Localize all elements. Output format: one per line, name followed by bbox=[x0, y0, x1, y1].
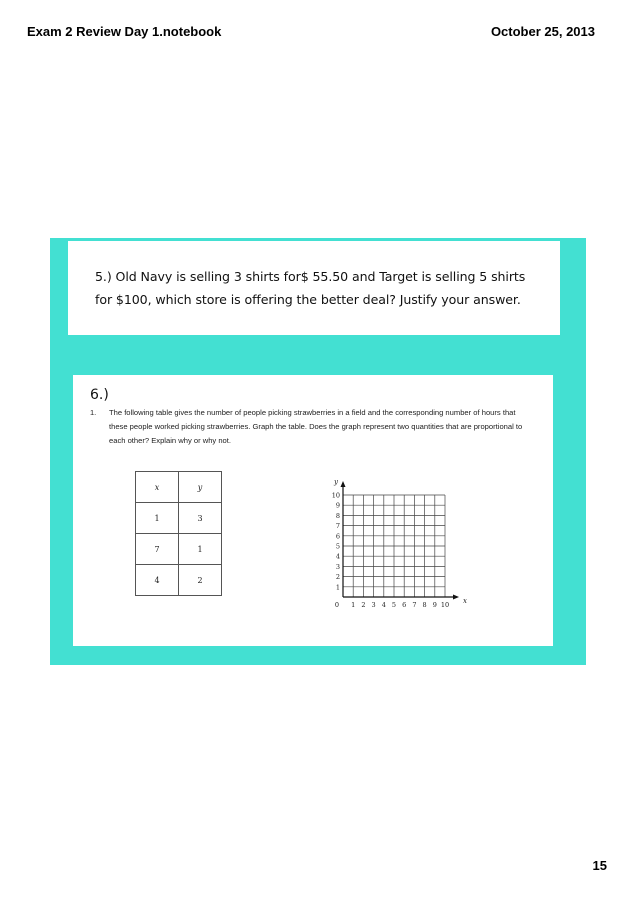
xy-table bbox=[135, 471, 222, 596]
x-tick-label: 8 bbox=[422, 601, 427, 609]
y-tick-label: 3 bbox=[335, 562, 340, 571]
y-tick-label: 10 bbox=[331, 491, 340, 500]
y-tick-label: 4 bbox=[335, 552, 340, 561]
table-row bbox=[136, 565, 222, 596]
table-cell: 1 bbox=[136, 503, 179, 534]
x-tick-label: 2 bbox=[361, 601, 366, 609]
table-row bbox=[136, 534, 222, 565]
table-header-x: x bbox=[136, 472, 179, 503]
y-tick-label: 6 bbox=[335, 532, 340, 541]
question-6-text: The following table gives the number of people picking strawberries in a field and the corresponding number of hours that these people worked picking strawberries. Graph the table. Does the graph represent two quantities that are proportional to each other? Explain why or why not. bbox=[109, 408, 523, 445]
x-tick-label: 9 bbox=[432, 601, 437, 609]
x-axis-arrow bbox=[453, 595, 459, 600]
table-cell: 3 bbox=[179, 503, 222, 534]
question-6-item-number: 1. bbox=[90, 408, 97, 417]
page-number: 15 bbox=[592, 858, 607, 873]
y-tick-label: 8 bbox=[335, 511, 340, 520]
date-label: October 25, 2013 bbox=[490, 24, 595, 39]
x-tick-label: 4 bbox=[381, 601, 386, 609]
y-tick-label: 7 bbox=[335, 522, 340, 531]
y-tick-label: 9 bbox=[335, 501, 340, 510]
table-header-row bbox=[136, 472, 222, 503]
x-tick-label: 6 bbox=[402, 601, 407, 609]
question-5-text: 5.) Old Navy is selling 3 shirts for$ 55.50 and Target is selling 5 shirts for $100, which store is offering the better deal? Justify your answer. bbox=[95, 269, 526, 307]
x-tick-label: 1 bbox=[351, 601, 356, 609]
slide-panel bbox=[50, 238, 586, 665]
table-row bbox=[136, 503, 222, 534]
y-axis-label: y bbox=[334, 478, 338, 486]
notebook-title: Exam 2 Review Day 1.notebook bbox=[27, 24, 222, 39]
x-tick-label: 10 bbox=[440, 601, 450, 609]
x-axis-label: x bbox=[463, 597, 467, 605]
y-axis-arrow bbox=[341, 481, 346, 487]
table-cell: 4 bbox=[136, 565, 179, 596]
y-tick-label: 1 bbox=[335, 583, 340, 592]
x-tick-label: 3 bbox=[371, 601, 376, 609]
question-5-card bbox=[68, 241, 560, 335]
x-tick-label: 5 bbox=[391, 601, 397, 609]
coordinate-grid bbox=[323, 459, 467, 619]
y-tick-label: 5 bbox=[335, 542, 340, 551]
x-tick-label: 7 bbox=[412, 601, 417, 609]
table-header-y: y bbox=[179, 472, 222, 503]
question-6-card bbox=[73, 375, 553, 646]
table-cell: 2 bbox=[179, 565, 222, 596]
x-tick-label: 0 bbox=[334, 601, 340, 609]
table-cell: 1 bbox=[179, 534, 222, 565]
question-6-number: 6.) bbox=[90, 387, 109, 403]
y-tick-label: 2 bbox=[335, 573, 340, 582]
table-cell: 7 bbox=[136, 534, 179, 565]
